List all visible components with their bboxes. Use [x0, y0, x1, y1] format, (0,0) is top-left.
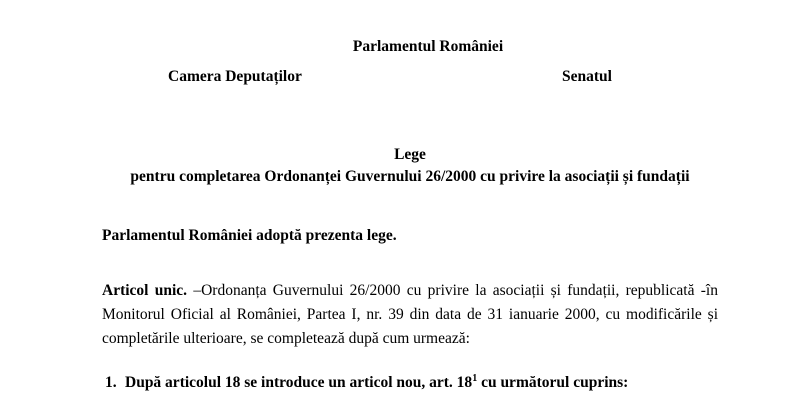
institution-title: Parlamentul României [352, 38, 504, 55]
amendment-item-1 [105, 374, 628, 392]
chamber-left: Camera Deputaților [168, 68, 302, 85]
chamber-right: Senatul [562, 68, 612, 85]
article-line-3: completările ulterioare, se completează după cum urmează: [102, 330, 470, 347]
adoption-clause: Parlamentul României adoptă prezenta lege. [102, 227, 397, 244]
amendment-number: 1. [105, 374, 117, 391]
law-subtitle: pentru completarea Ordonanței Guvernului 26/2000 cu privire la asociații și fundații [130, 168, 690, 185]
amendment-superscript: 1 [472, 372, 478, 384]
amendment-text-main: După articolul 18 se introduce un articol nou, art. 18 [125, 374, 473, 391]
article-line-1-text: –Ordonanța Guvernului 26/2000 cu privire la asociații și fundații, republicată -în [187, 282, 718, 299]
article-line-2: Monitorul Oficial al României, Partea I, nr. 39 din data de 31 ianuarie 2000, cu modificările și [102, 306, 718, 323]
amendment-text-after: cu următorul cuprins: [477, 374, 629, 391]
article-label: Articol unic. [102, 282, 188, 299]
amendment-text [125, 374, 628, 392]
article-paragraph [102, 279, 718, 351]
article-line-1 [102, 279, 718, 303]
law-kind: Lege [394, 146, 426, 163]
